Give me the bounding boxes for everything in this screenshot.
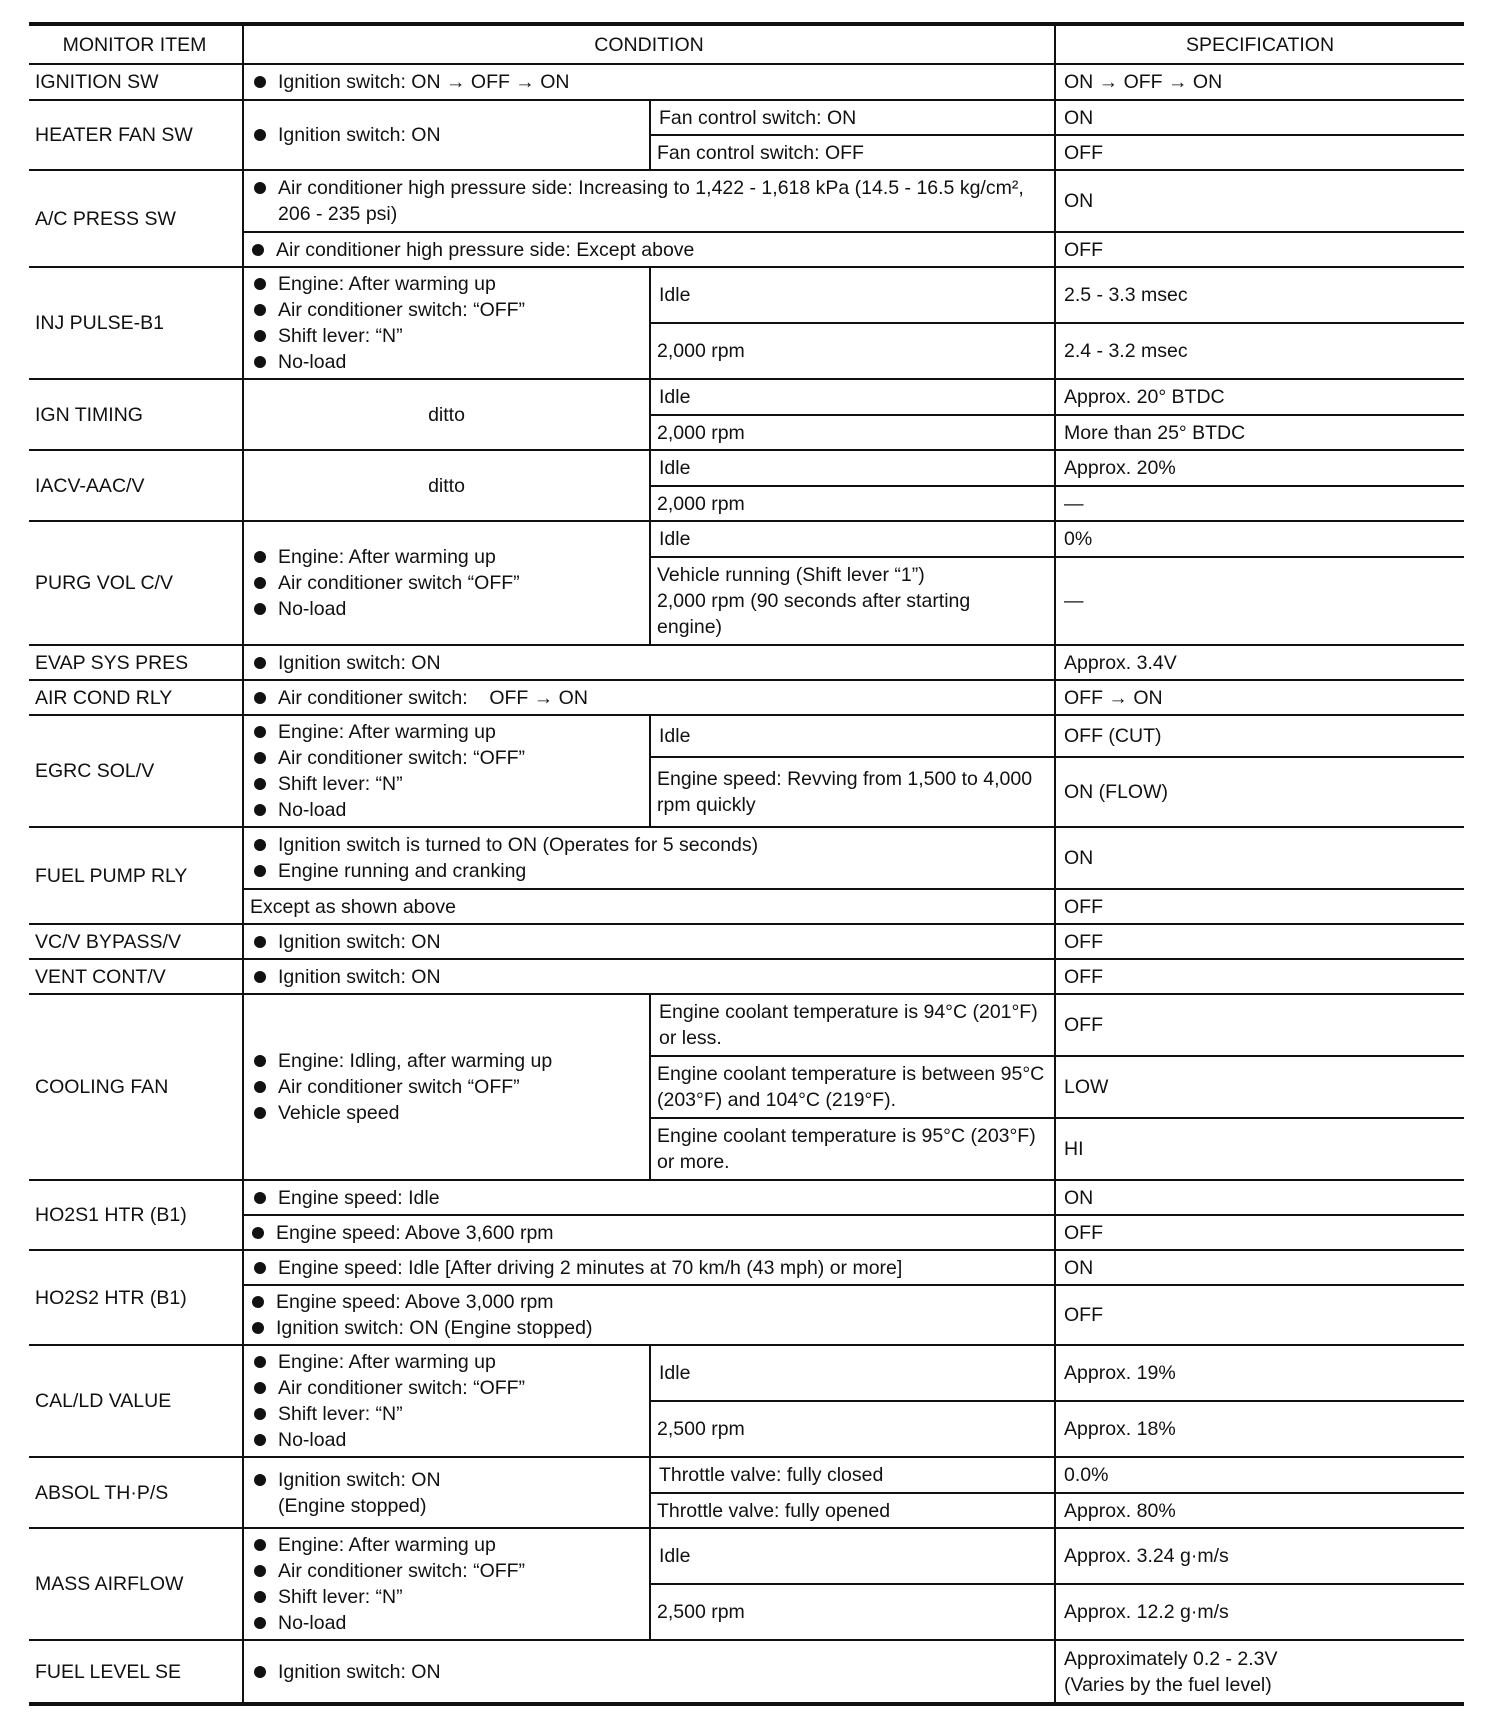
- condition-bullet: Engine: After warming up: [252, 1349, 641, 1375]
- condition-bullet: [252, 1467, 641, 1519]
- monitor-item: VENT CONT/V: [29, 959, 243, 994]
- condition-bullet: Ignition switch: ON: [252, 964, 1046, 990]
- table-row: [29, 994, 1464, 1056]
- table-row: [29, 1457, 1464, 1493]
- condition-cell: [243, 1250, 1055, 1285]
- condition-bullet: No-load: [252, 1610, 641, 1636]
- spec-cell: LOW: [1055, 1056, 1464, 1118]
- condition-cell: [243, 1528, 650, 1640]
- condition-bullet: No-load: [252, 596, 641, 622]
- monitor-item: IGNITION SW: [29, 64, 243, 100]
- table-row: [29, 889, 1464, 924]
- spec-cell: HI: [1055, 1118, 1464, 1180]
- monitor-item: MASS AIRFLOW: [29, 1528, 243, 1640]
- condition-bullet: Engine: After warming up: [252, 719, 641, 745]
- condition-cell: [243, 680, 1055, 715]
- monitor-item: ABSOL TH·P/S: [29, 1457, 243, 1528]
- table-row: [29, 1215, 1464, 1250]
- header-specification: SPECIFICATION: [1055, 24, 1464, 64]
- spec-cell: OFF (CUT): [1055, 715, 1464, 757]
- condition-cell: [243, 267, 650, 379]
- monitor-item: PURG VOL C/V: [29, 521, 243, 645]
- condition-bullet: Air conditioner switch: “OFF”: [252, 297, 641, 323]
- spec-cell: [1055, 1640, 1464, 1704]
- condition-bullet: Ignition switch: ON: [252, 122, 641, 148]
- sub-condition-cell: Fan control switch: OFF: [650, 135, 1055, 170]
- condition-cell: [243, 521, 650, 645]
- spec-line: (Varies by the fuel level): [1064, 1673, 1272, 1696]
- condition-bullet: Shift lever: “N”: [252, 1584, 641, 1610]
- condition-ditto: ditto: [243, 379, 650, 450]
- sub-condition-cell: 2,000 rpm: [650, 323, 1055, 379]
- monitor-item: AIR COND RLY: [29, 680, 243, 715]
- condition-bullet: Shift lever: “N”: [252, 1401, 641, 1427]
- condition-bullet: No-load: [252, 349, 641, 375]
- table-row: [29, 521, 1464, 557]
- spec-cell: ON → OFF → ON: [1055, 64, 1464, 100]
- condition-bullet: Ignition switch is turned to ON (Operates for 5 seconds): [252, 832, 1046, 858]
- spec-cell: ON: [1055, 1250, 1464, 1285]
- sub-condition-cell: Idle: [650, 379, 1055, 415]
- sub-condition-cell: Throttle valve: fully opened: [650, 1493, 1055, 1528]
- condition-bullet: Engine: After warming up: [252, 544, 641, 570]
- condition-bullet: Air conditioner switch “OFF”: [252, 570, 641, 596]
- spec-cell: OFF: [1055, 1285, 1464, 1345]
- sub-condition-cell: 2,500 rpm: [650, 1584, 1055, 1640]
- table-row: [29, 232, 1464, 267]
- sub-condition-cell: Idle: [650, 521, 1055, 557]
- spec-cell: —: [1055, 557, 1464, 645]
- table-row: [29, 1180, 1464, 1215]
- sub-condition-cell: Engine coolant temperature is between 95°C (203°F) and 104°C (219°F).: [650, 1056, 1055, 1118]
- condition-bullet: Engine speed: Idle: [252, 1185, 1046, 1211]
- table-row: [29, 64, 1464, 100]
- condition-cell: [243, 645, 1055, 680]
- spec-line: Approximately 0.2 - 2.3V: [1064, 1647, 1278, 1670]
- table-row: [29, 379, 1464, 415]
- monitor-spec-table: [29, 22, 1464, 1706]
- table-row: [29, 1285, 1464, 1345]
- condition-bullet: Air conditioner switch: OFF → ON: [252, 685, 1046, 711]
- spec-cell: More than 25° BTDC: [1055, 415, 1464, 450]
- condition-bullet: Engine: Idling, after warming up: [252, 1048, 641, 1074]
- spec-cell: Approx. 20%: [1055, 450, 1464, 486]
- condition-bullet: Engine speed: Idle [After driving 2 minutes at 70 km/h (43 mph) or more]: [252, 1255, 1046, 1281]
- spec-cell: Approx. 3.4V: [1055, 645, 1464, 680]
- condition-ditto: ditto: [243, 450, 650, 521]
- monitor-item: VC/V BYPASS/V: [29, 924, 243, 959]
- sub-condition-cell: 2,000 rpm: [650, 486, 1055, 521]
- condition-cell: [243, 1215, 1055, 1250]
- condition-cell: [243, 232, 1055, 267]
- monitor-item: HEATER FAN SW: [29, 100, 243, 170]
- sub-condition-cell: Engine coolant temperature is 94°C (201°F) or less.: [650, 994, 1055, 1056]
- spec-cell: Approx. 12.2 g·m/s: [1055, 1584, 1464, 1640]
- condition-bullet: No-load: [252, 797, 641, 823]
- condition-bullet: Vehicle speed: [252, 1100, 641, 1126]
- condition-bullet: Air conditioner high pressure side: Increasing to 1,422 - 1,618 kPa (14.5 - 16.5 kg/cm², 206 - 235 psi): [252, 175, 1046, 227]
- spec-cell: OFF: [1055, 135, 1464, 170]
- sub-condition-cell: 2,000 rpm: [650, 415, 1055, 450]
- table-row: [29, 680, 1464, 715]
- table-row: [29, 645, 1464, 680]
- condition-bullet: No-load: [252, 1427, 641, 1453]
- monitor-item: CAL/LD VALUE: [29, 1345, 243, 1457]
- sub-condition-cell: Idle: [650, 1345, 1055, 1401]
- sub-condition-cell: Idle: [650, 450, 1055, 486]
- condition-bullet: Air conditioner high pressure side: Except above: [250, 237, 1046, 263]
- table-row: [29, 924, 1464, 959]
- condition-bullet: Air conditioner switch: “OFF”: [252, 1375, 641, 1401]
- monitor-item: INJ PULSE-B1: [29, 267, 243, 379]
- condition-bullet: Engine: After warming up: [252, 271, 641, 297]
- spec-cell: OFF: [1055, 924, 1464, 959]
- table-row: [29, 267, 1464, 323]
- sub-condition-cell: Engine coolant temperature is 95°C (203°F) or more.: [650, 1118, 1055, 1180]
- spec-cell: Approx. 3.24 g·m/s: [1055, 1528, 1464, 1584]
- condition-bullet: Engine speed: Above 3,000 rpm: [250, 1289, 1046, 1315]
- spec-cell: ON: [1055, 1180, 1464, 1215]
- table-row: [29, 715, 1464, 757]
- monitor-item: EVAP SYS PRES: [29, 645, 243, 680]
- sub-condition-cell: Fan control switch: ON: [650, 100, 1055, 135]
- condition-cell: [243, 100, 650, 170]
- condition-cell: Except as shown above: [243, 889, 1055, 924]
- spec-cell: ON: [1055, 100, 1464, 135]
- spec-cell: 0.0%: [1055, 1457, 1464, 1493]
- sub-condition-line: 2,000 rpm (90 seconds after starting: [657, 590, 971, 612]
- condition-cell: [243, 924, 1055, 959]
- sub-condition-line: engine): [657, 616, 723, 638]
- condition-bullet: Engine speed: Above 3,600 rpm: [250, 1220, 1046, 1246]
- spec-cell: Approx. 19%: [1055, 1345, 1464, 1401]
- condition-bullet: Shift lever: “N”: [252, 771, 641, 797]
- spec-cell: —: [1055, 486, 1464, 521]
- condition-cell: [243, 1180, 1055, 1215]
- condition-cell: [243, 1285, 1055, 1345]
- sub-condition-cell: Idle: [650, 267, 1055, 323]
- monitor-item: FUEL PUMP RLY: [29, 827, 243, 924]
- table-row: [29, 1640, 1464, 1704]
- table-row: [29, 450, 1464, 486]
- sub-condition-cell: Idle: [650, 1528, 1055, 1584]
- header-condition: CONDITION: [243, 24, 1055, 64]
- sub-condition-cell: Engine speed: Revving from 1,500 to 4,000 rpm quickly: [650, 757, 1055, 827]
- spec-cell: Approx. 80%: [1055, 1493, 1464, 1528]
- condition-cell: [243, 64, 1055, 100]
- table-row: [29, 170, 1464, 232]
- condition-bullet: Air conditioner switch: “OFF”: [252, 1558, 641, 1584]
- condition-cell: [243, 1457, 650, 1528]
- condition-cell: [243, 1640, 1055, 1704]
- monitor-item: A/C PRESS SW: [29, 170, 243, 267]
- spec-cell: OFF: [1055, 994, 1464, 1056]
- condition-bullet: Ignition switch: ON (Engine stopped): [250, 1315, 1046, 1341]
- condition-cell: [243, 959, 1055, 994]
- sub-condition-line: Vehicle running (Shift lever “1”): [657, 564, 925, 586]
- table-row: [29, 1345, 1464, 1401]
- monitor-item: COOLING FAN: [29, 994, 243, 1180]
- condition-bullet: Engine: After warming up: [252, 1532, 641, 1558]
- monitor-item: IACV-AAC/V: [29, 450, 243, 521]
- spec-cell: 0%: [1055, 521, 1464, 557]
- spec-cell: 2.5 - 3.3 msec: [1055, 267, 1464, 323]
- spec-cell: 2.4 - 3.2 msec: [1055, 323, 1464, 379]
- sub-condition-cell: Idle: [650, 715, 1055, 757]
- table-row: [29, 959, 1464, 994]
- condition-bullet: Air conditioner switch “OFF”: [252, 1074, 641, 1100]
- sub-condition-cell: [650, 557, 1055, 645]
- monitor-item: FUEL LEVEL SE: [29, 1640, 243, 1704]
- monitor-item: HO2S1 HTR (B1): [29, 1180, 243, 1250]
- monitor-item: IGN TIMING: [29, 379, 243, 450]
- condition-cell: [243, 1345, 650, 1457]
- condition-bullet: Ignition switch: ON: [252, 929, 1046, 955]
- table-row: [29, 1250, 1464, 1285]
- table-row: [29, 827, 1464, 889]
- sub-condition-cell: 2,500 rpm: [650, 1401, 1055, 1457]
- monitor-spec-document: [29, 22, 1464, 1706]
- condition-cell: [243, 994, 650, 1180]
- condition-cell: [243, 827, 1055, 889]
- condition-cell: [243, 170, 1055, 232]
- spec-cell: ON (FLOW): [1055, 757, 1464, 827]
- spec-cell: OFF: [1055, 1215, 1464, 1250]
- sub-condition-cell: Throttle valve: fully closed: [650, 1457, 1055, 1493]
- spec-cell: Approx. 18%: [1055, 1401, 1464, 1457]
- condition-bullet: Ignition switch: ON → OFF → ON: [252, 69, 1046, 95]
- condition-line: (Engine stopped): [278, 1494, 427, 1517]
- spec-cell: OFF → ON: [1055, 680, 1464, 715]
- spec-cell: Approx. 20° BTDC: [1055, 379, 1464, 415]
- spec-cell: OFF: [1055, 959, 1464, 994]
- condition-bullet: Ignition switch: ON: [252, 1659, 1046, 1685]
- monitor-item: HO2S2 HTR (B1): [29, 1250, 243, 1345]
- header-monitor-item: MONITOR ITEM: [29, 24, 243, 64]
- monitor-item: EGRC SOL/V: [29, 715, 243, 827]
- header-row: [29, 24, 1464, 64]
- table-row: [29, 100, 1464, 135]
- condition-cell: [243, 715, 650, 827]
- spec-cell: ON: [1055, 827, 1464, 889]
- spec-cell: OFF: [1055, 889, 1464, 924]
- condition-bullet: Engine running and cranking: [252, 858, 1046, 884]
- spec-cell: OFF: [1055, 232, 1464, 267]
- condition-line: Ignition switch: ON: [278, 1468, 441, 1491]
- condition-bullet: Air conditioner switch: “OFF”: [252, 745, 641, 771]
- condition-bullet: Ignition switch: ON: [252, 650, 1046, 676]
- condition-bullet: Shift lever: “N”: [252, 323, 641, 349]
- spec-cell: ON: [1055, 170, 1464, 232]
- table-row: [29, 1528, 1464, 1584]
